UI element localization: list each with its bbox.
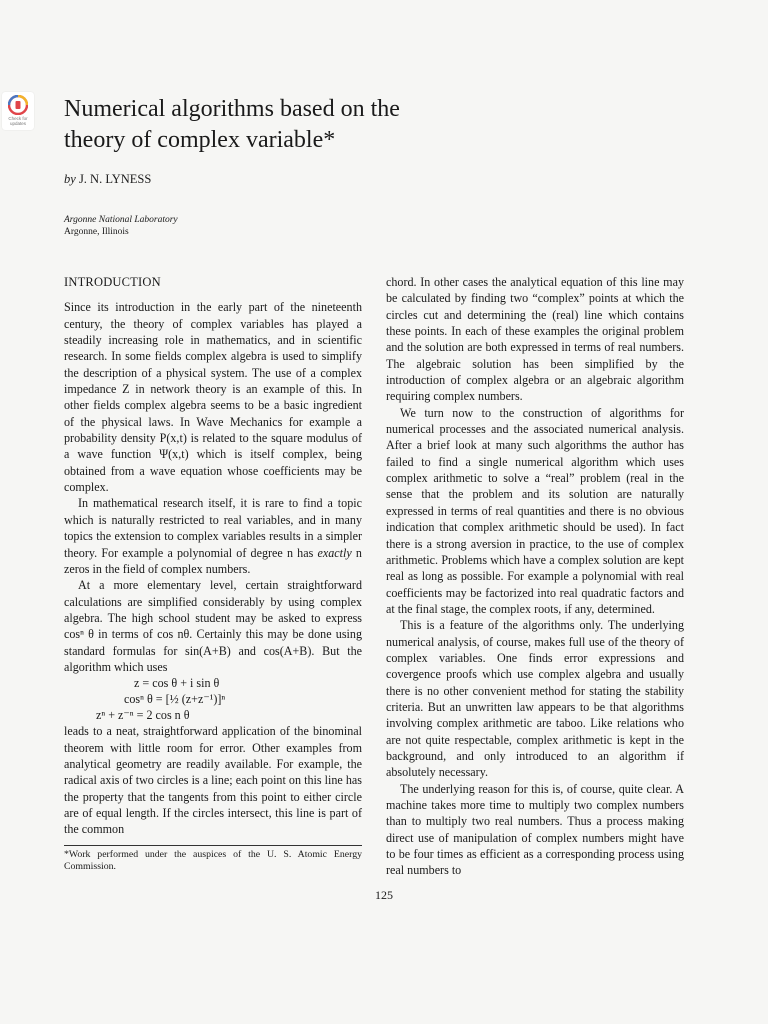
right-paragraph-4: The underlying reason for this is, of course, quite clear. A machine takes more time to multiply two complex numbers than to multiply two real numbers. Thus a process making direct use of manipulation of complex numbers might have to be four times as efficient as a corresponding process using real numbers to — [386, 781, 684, 878]
intro-paragraph-4: leads to a neat, straightforward application of the binominal theorem with little room for error. Other examples from analytical geometry are readily available. For example, the radical axis of two circles is a line; each point on this line has the property that the tangents from this point to either circle are of equal length. If the circles intersect, this line is part of the common — [64, 724, 362, 837]
right-paragraph-2: We turn now to the construction of algorithms for numerical processes and the associated numerical analysis. After a brief look at many such algorithms the author has failed to find a single numerical algorithm which uses complex arithmetic to solve a “real” problem (real in the sense that the problem and its solution are naturally expressed in terms of real quantities and there is no obvious indication that complex arithmetic should be used). In fact there is a strong aversion in practice, to the use of complex arithmetic. Problems which have a complex solution are kept real as long as possible. For example a polynomial with real coefficients may be factorized into real quadratic factors and at the final stage, the complex roots, if any, determined. — [386, 405, 684, 616]
intro-paragraph-2-text-a: In mathematical research itself, it is rare to find a topic which is naturally restricted to real variables, and in many topics the extension to complex variables results in a simpler theory. For example a polynomial of degree n has — [64, 496, 362, 560]
footnote-divider — [64, 845, 362, 846]
byline-prefix: by — [64, 172, 76, 186]
page-number: 125 — [375, 888, 393, 902]
affiliation-location: Argonne, Illinois — [64, 227, 129, 237]
footnote: *Work performed under the auspices of the U. S. Atomic Energy Commission. — [64, 848, 362, 873]
paper-title: Numerical algorithms based on the theory of complex variable* — [64, 96, 400, 153]
check-for-updates-label: Check for updates — [8, 116, 28, 126]
byline — [64, 172, 151, 187]
affiliation-institution: Argonne National Laboratory — [64, 215, 178, 225]
intro-paragraph-2-emphasis: exactly — [317, 545, 352, 560]
equation-2: cosⁿ θ = [½ (z+z⁻¹)]ⁿ — [124, 692, 226, 707]
right-paragraph-1: chord. In other cases the analytical equation of this line may be calculated by finding two “complex” points at which the circles cut and determining the (real) line which contains these points. In each of these examples the original problem and the solution are both expressed in terms of real numbers. The algebraic solution has been simplified by the introduction of complex algebra or an algebraic algorithm requiring complex numbers. — [386, 275, 684, 404]
crossmark-icon — [8, 95, 28, 115]
intro-paragraph-2 — [64, 495, 362, 577]
left-column — [64, 274, 362, 874]
intro-paragraph-1: Since its introduction in the early part of the nineteenth century, the theory of complex variables has played a steadily increasing role in mathematics, and in scientific research. In some fields complex algebra is used to simplify the description of a physical system. The use of a complex impedance Z in network theory is an example of this. In other fields complex algebra seems to be a basic ingredient of the physical laws. In Wave Mechanics for example a probability density P(x,t) is related to the square modulus of a wave function Ψ(x,t) which is itself complex, being obtained from a wave equation whose coefficients may be complex. — [64, 300, 362, 495]
equation-3: zⁿ + z⁻ⁿ = 2 cos n θ — [96, 708, 190, 723]
intro-paragraph-2-text-b: n zeros in the field of complex numbers. — [64, 545, 362, 576]
right-column — [386, 274, 684, 879]
author-name: J. N. LYNESS — [78, 172, 152, 186]
section-heading: INTRODUCTION — [64, 275, 161, 289]
intro-paragraph-3: At a more elementary level, certain straightforward calculations are simplified considerably by using complex algebra. The high school student may be asked to express cosⁿ θ in terms of cos nθ. Certainly this may be done using standard formulas for sin(A+B) and cos(A+B). But the algorithm which uses — [64, 578, 362, 674]
right-paragraph-3: This is a feature of the algorithms only. The underlying numerical analysis, of course, makes full use of the theory of complex variables. One finds error expressions and covergence proofs which use complex algebra and usually there is no other convenient method for stating the stability criteria. But an unwritten law appears to be that algorithms involving complex arithmetic are taboo. Like relations who are not quite respectable, complex arithmetic is kept in the background, and only introduced to an algorithm if absolutely necessary. — [386, 618, 684, 780]
equation-1: z = cos θ + i sin θ — [134, 676, 220, 691]
affiliation — [64, 214, 178, 238]
check-for-updates-badge[interactable] — [2, 92, 34, 130]
